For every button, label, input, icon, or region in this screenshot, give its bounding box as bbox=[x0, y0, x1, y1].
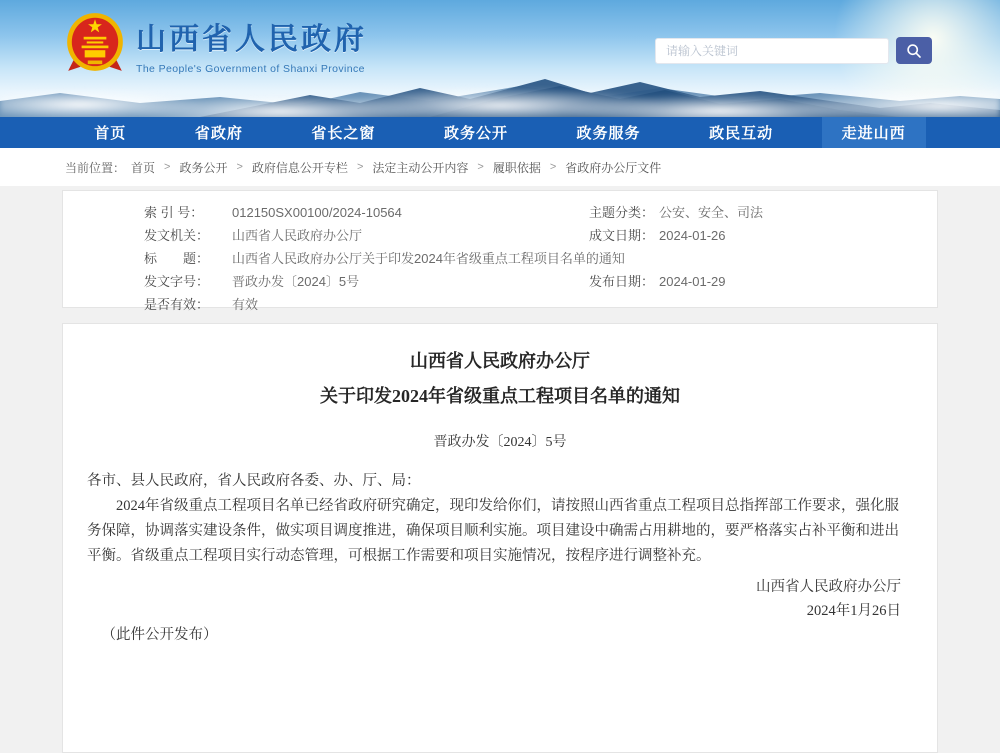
meta-row-validity bbox=[63, 293, 937, 316]
document-title-line2: 关于印发2024年省级重点工程项目名单的通知 bbox=[320, 386, 680, 406]
nav-item-governor-window[interactable]: 省长之窗 bbox=[311, 125, 376, 142]
site-subtitle: The People's Government of Shanxi Province bbox=[136, 62, 365, 75]
meta-label-publish-date: 发布日期： bbox=[589, 274, 655, 289]
signature-block bbox=[87, 575, 913, 623]
nav-item-provincial-government[interactable]: 省政府 bbox=[194, 125, 243, 142]
nav-item-gov-services[interactable]: 政务服务 bbox=[576, 125, 641, 142]
meta-value-validity: 有效 bbox=[232, 297, 259, 312]
meta-row-issuing-agency bbox=[63, 224, 937, 247]
meta-value-agency: 山西省人民政府办公厅 bbox=[232, 228, 363, 243]
breadcrumb-separator: > bbox=[356, 161, 364, 173]
meta-label-agency: 发文机关： bbox=[144, 228, 210, 243]
nav-item-into-shanxi[interactable]: 走进山西 bbox=[822, 117, 926, 148]
document-meta-card bbox=[62, 190, 938, 312]
breadcrumb-prefix: 当前位置： bbox=[65, 160, 126, 175]
meta-label-title: 标 题： bbox=[144, 251, 210, 266]
meta-label-doc-number: 发文字号： bbox=[144, 274, 210, 289]
document-content-card bbox=[62, 323, 938, 753]
search-button[interactable] bbox=[896, 37, 932, 64]
meta-label-topic: 主题分类： bbox=[589, 205, 655, 220]
nav-item-home[interactable]: 首页 bbox=[94, 125, 127, 142]
meta-value-written-date: 2024-01-26 bbox=[659, 228, 726, 243]
breadcrumb-info-column[interactable]: 政府信息公开专栏 bbox=[251, 160, 348, 175]
meta-value-index: 012150SX00100/2024-10564 bbox=[232, 205, 402, 220]
signature-org: 山西省人民政府办公厅 bbox=[756, 579, 901, 595]
site-title: 山西省人民政府 bbox=[136, 22, 367, 56]
site-logo[interactable] bbox=[64, 11, 367, 77]
meta-value-title: 山西省人民政府办公厅关于印发2024年省级重点工程项目名单的通知 bbox=[232, 251, 625, 266]
main-nav bbox=[0, 117, 1000, 148]
meta-value-doc-number: 晋政办发〔2024〕5号 bbox=[232, 274, 360, 289]
document-number: 晋政办发〔2024〕5号 bbox=[433, 435, 567, 450]
breadcrumb bbox=[0, 148, 1000, 186]
breadcrumb-home[interactable]: 首页 bbox=[131, 160, 156, 175]
meta-label-written-date: 成文日期： bbox=[589, 228, 655, 243]
search-icon bbox=[906, 43, 922, 59]
brand-text bbox=[136, 14, 367, 75]
breadcrumb-office-documents[interactable]: 省政府办公厅文件 bbox=[565, 160, 662, 175]
meta-label-index: 索 引 号： bbox=[144, 205, 204, 220]
nav-item-gov-disclosure[interactable]: 政务公开 bbox=[443, 125, 508, 142]
cloud-layer bbox=[0, 77, 1000, 117]
document-title-line1: 山西省人民政府办公厅 bbox=[410, 351, 590, 371]
public-release-note: （此件公开发布） bbox=[101, 627, 218, 643]
breadcrumb-separator: > bbox=[236, 161, 243, 173]
breadcrumb-separator: > bbox=[164, 161, 171, 173]
nav-item-interaction[interactable]: 政民互动 bbox=[709, 125, 774, 142]
breadcrumb-statutory-content[interactable]: 法定主动公开内容 bbox=[372, 160, 469, 175]
meta-value-topic: 公安、安全、司法 bbox=[659, 205, 764, 220]
breadcrumb-separator: > bbox=[477, 161, 484, 173]
search-input[interactable] bbox=[655, 38, 889, 64]
header-search bbox=[655, 37, 932, 64]
signature-date: 2024年1月26日 bbox=[806, 603, 901, 619]
national-emblem-icon bbox=[64, 11, 126, 77]
meta-row-title bbox=[63, 247, 937, 270]
meta-label-validity: 是否有效： bbox=[144, 297, 210, 312]
document-paragraph: 2024年省级重点工程项目名单已经省政府研究确定，现印发给你们，请按照山西省重点工程项目总指挥部工作要求，强化服务保障，协调落实建设条件，做实项目调度推进，确保项目顺利实施。项目建设中确需占用耕地的，要严格落实占补平衡和进出平衡。省级重点工程项目实行动态管理，可根据工作需要和项目实施情况，按程序进行调整补充。 bbox=[87, 498, 899, 564]
breadcrumb-duty-basis[interactable]: 履职依据 bbox=[492, 160, 541, 175]
breadcrumb-gov-disclosure[interactable]: 政务公开 bbox=[179, 160, 228, 175]
meta-row-doc-number bbox=[63, 270, 937, 293]
meta-row-index-number bbox=[63, 201, 937, 224]
document-body bbox=[87, 469, 913, 569]
document-salutation: 各市、县人民政府，省人民政府各委、办、厅、局： bbox=[87, 473, 421, 489]
meta-value-publish-date: 2024-01-29 bbox=[659, 274, 726, 289]
site-header bbox=[0, 0, 1000, 117]
breadcrumb-separator: > bbox=[549, 161, 557, 173]
